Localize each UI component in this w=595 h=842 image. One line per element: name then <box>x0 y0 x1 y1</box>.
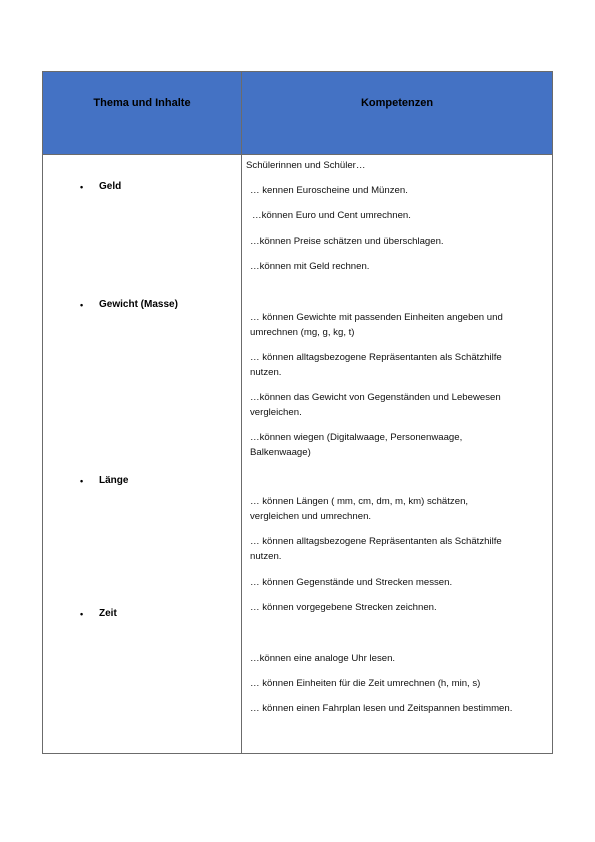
column-divider <box>241 72 242 753</box>
competency-line: umrechnen (mg, g, kg, t) <box>250 327 355 338</box>
competency-line: Balkenwaage) <box>250 447 311 458</box>
header-competencies: Kompetenzen <box>360 97 434 109</box>
bullet-icon: • <box>80 609 84 619</box>
competency-line: …können Euro und Cent umrechnen. <box>252 210 411 221</box>
competency-intro: Schülerinnen und Schüler… <box>246 160 366 171</box>
competency-line: … kennen Euroscheine und Münzen. <box>250 185 408 196</box>
bullet-icon: • <box>80 300 84 310</box>
bullet-icon: • <box>80 182 84 192</box>
competency-line: …können Preise schätzen und überschlagen. <box>250 236 444 247</box>
competency-line: nutzen. <box>250 367 282 378</box>
competency-line: … können Gegenstände und Strecken messen. <box>250 577 453 588</box>
bullet-icon: • <box>80 476 84 486</box>
header-topics: Thema und Inhalte <box>93 97 191 109</box>
competency-line: …können eine analoge Uhr lesen. <box>250 653 396 664</box>
competency-table <box>42 71 553 754</box>
competency-line: vergleichen. <box>250 407 302 418</box>
competency-line: …können das Gewicht von Gegenständen und Lebewesen <box>250 392 501 403</box>
competency-line: … können Gewichte mit passenden Einheiten angeben und <box>250 312 503 323</box>
competency-line: … können einen Fahrplan lesen und Zeitspannen bestimmen. <box>250 703 513 714</box>
competency-line: vergleichen und umrechnen. <box>250 511 372 522</box>
competency-line: … können alltagsbezogene Repräsentanten als Schätzhilfe <box>250 352 502 363</box>
topic-label: Gewicht (Masse) <box>99 299 178 310</box>
topic-label: Länge <box>99 475 129 486</box>
competency-line: …können wiegen (Digitalwaage, Personenwaage, <box>250 432 463 443</box>
topic-label: Zeit <box>99 608 117 619</box>
table-header <box>43 72 552 155</box>
competency-line: … können Einheiten für die Zeit umrechnen (h, min, s) <box>250 678 481 689</box>
competency-line: … können vorgegebene Strecken zeichnen. <box>250 602 437 613</box>
competency-line: …können mit Geld rechnen. <box>250 261 370 272</box>
competency-line: … können alltagsbezogene Repräsentanten als Schätzhilfe <box>250 536 502 547</box>
competency-line: nutzen. <box>250 551 282 562</box>
competency-line: … können Längen ( mm, cm, dm, m, km) schätzen, <box>250 496 469 507</box>
topic-label: Geld <box>99 181 122 192</box>
